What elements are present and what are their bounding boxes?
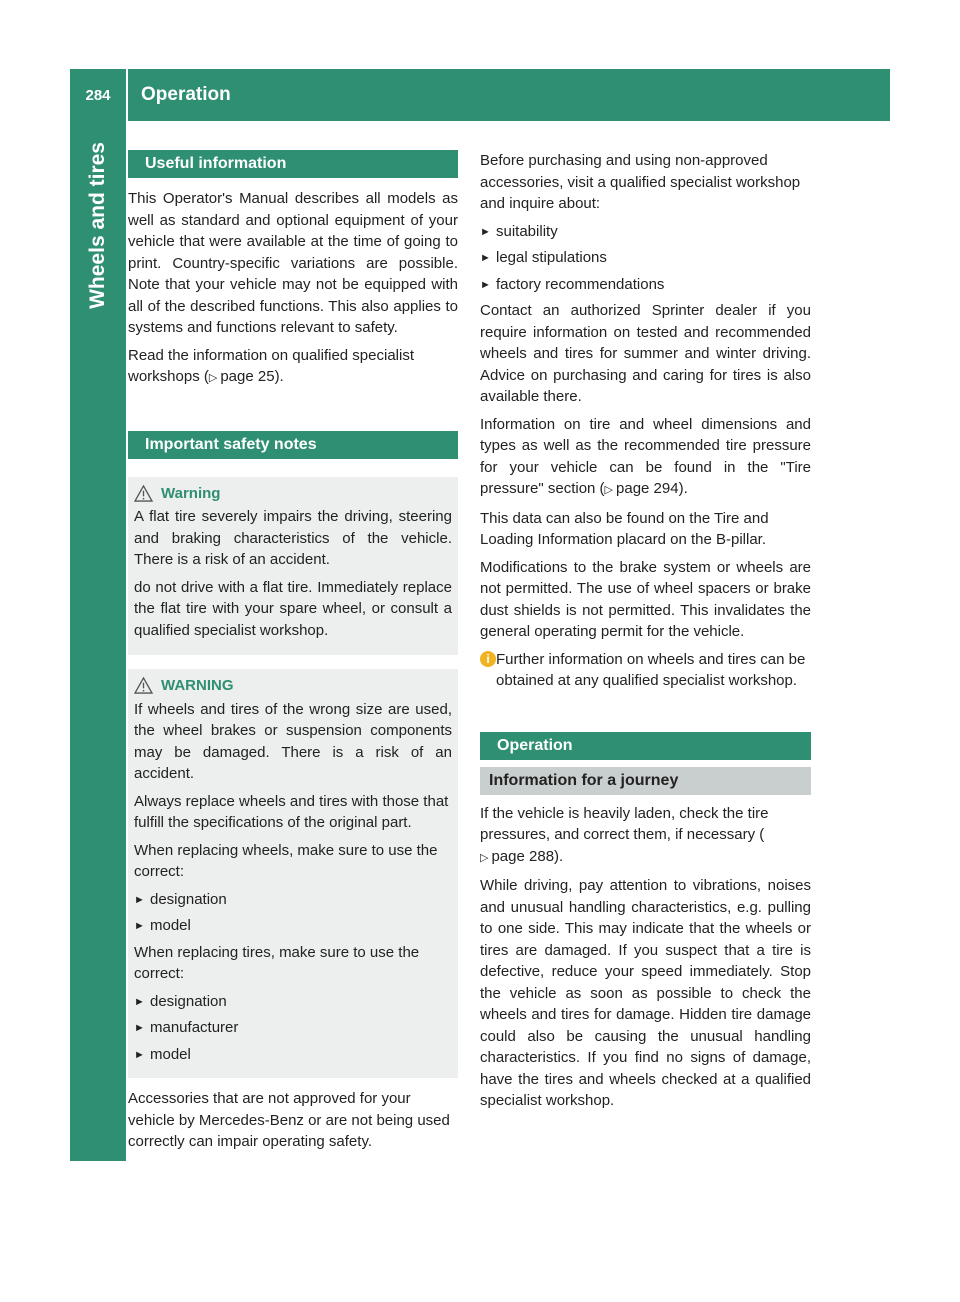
bullet-r-icon: ► [480,252,491,264]
list-item: ► designation [134,991,452,1014]
page-reference-link[interactable]: ▷ page 294 [605,480,679,497]
right-paragraph-4: This data can also be found on the Tire and Loading Information placard on the B-pillar. [480,509,769,548]
triangle-right-icon: ▷ [480,851,489,864]
list-item: ► factory recommendations [480,274,811,297]
right-paragraph-1: Before purchasing and using non-approved accessories, visit a qualified specialist workshop and inquire about: [480,152,801,212]
bullet-r-icon: ► [134,1022,145,1034]
warning-title-1: Warning [134,483,452,505]
bullet-r-icon: ► [134,1048,145,1061]
accessories-paragraph: Accessories that are not approved for your vehicle by Mercedes-Benz or are not being used correctly can impair operating safety. [128,1090,450,1150]
left-column [128,150,458,1159]
useful-information-heading: Useful information [128,150,458,178]
right-paragraph-7: While driving, pay attention to vibrations, noises and unusual handling characteristics, e.g. pulling to one side. This may indicate that the wheels or tires are damaged. If you suspect that a tire is defective, reduce your speed immediately. Stop the vehicle as soon as possible to check the wheels and tires for damage. Hidden tire damage could also be causing the unusual handling characteristics. If you find no signs of damage, have the tires and wheels checked at a qualified specialist workshop. [480,877,811,1109]
page-number: 284 [85,86,111,104]
warning-box-2 [128,669,458,1078]
list-item: ► designation [134,889,452,912]
safety-notes-heading: Important safety notes [128,431,458,459]
bullet-r-icon: ► [134,995,145,1008]
list-item: ► model [134,1044,452,1067]
right-paragraph-2: Contact an authorized Sprinter dealer if you require information on tested and recommended wheels and tires for summer and winter driving. Advice on purchasing and caring for tires is also available there. [480,302,811,405]
right-paragraph-3: Information on tire and wheel dimensions and types as well as the recommended tire pressure for your vehicle can be found in the "Tire pressure" section (▷ page 294). [480,414,811,502]
info-icon: i [480,651,496,667]
info-note [480,649,811,692]
warning-2-paragraph-4: When replacing tires, make sure to use the correct: [134,943,420,982]
right-paragraph-5: Modifications to the brake system or wheels are not permitted. The use of wheel spacers or brake dust shields is not permitted. This invalidates the general operating permit for the vehicle. [480,558,811,640]
info-note-text: Further information on wheels and tires can be obtained at any qualified specialist workshop. [496,650,806,689]
header-divider [126,69,128,121]
warning-2-paragraph-2: Always replace wheels and tires with those that fulfill the specifications of the original part. [134,792,449,831]
warning-2-paragraph-1: If wheels and tires of the wrong size are used, the wheel brakes or suspension components may be damaged. There is a risk of an accident. [134,700,452,782]
page-reference-link[interactable]: ▷ page 25 [209,368,275,385]
warning-box-1 [128,477,458,656]
triangle-right-icon: ▷ [208,372,218,384]
warning-title-2: WARNING [134,675,452,697]
warning-1-paragraph-1: A flat tire severely impairs the driving, steering and braking characteristics of the vehicle. There is a risk of an accident. [134,508,452,568]
useful-paragraph-2: Read the information on qualified specialist workshops (▷ page 25). [128,345,458,390]
warning-1-paragraph-2: do not drive with a flat tire. Immediately replace the flat tire with your spare wheel, or consult a qualified specialist workshop. [134,578,452,639]
right-column [480,150,811,1118]
journey-subheading: Information for a journey [480,767,811,795]
bullet-r-icon: ► [480,225,491,238]
operation-heading: Operation [480,732,811,760]
list-item: ► suitability [480,221,811,244]
bullet-r-icon: ► [134,893,145,906]
side-tab-label: Wheels and tires [86,142,109,309]
list-item: ► legal stipulations [480,247,811,270]
warning-2-paragraph-3: When replacing wheels, make sure to use the correct: [134,841,438,880]
bullet-r-icon: ► [134,920,145,932]
warning-triangle-icon [134,677,153,694]
page-reference-link[interactable]: ▷ page 288 [480,848,554,865]
list-item: ► model [134,915,452,938]
list-item: ► manufacturer [134,1017,452,1040]
bullet-r-icon: ► [480,278,491,291]
page-title: Operation [141,84,231,105]
triangle-right-icon: ▷ [604,484,614,496]
useful-paragraph-1: This Operator's Manual describes all models as well as standard and optional equipment of your vehicle that were available at the time of going to print. Country-specific variations are possible. Note that your vehicle may not be equipped with all of the described functions. This also applies to systems and functions relevant to safety. [128,190,458,336]
right-paragraph-6: If the vehicle is heavily laden, check the tire pressures, and correct them, if necessary (▷ page 288). [480,803,811,870]
warning-triangle-icon [134,485,153,502]
